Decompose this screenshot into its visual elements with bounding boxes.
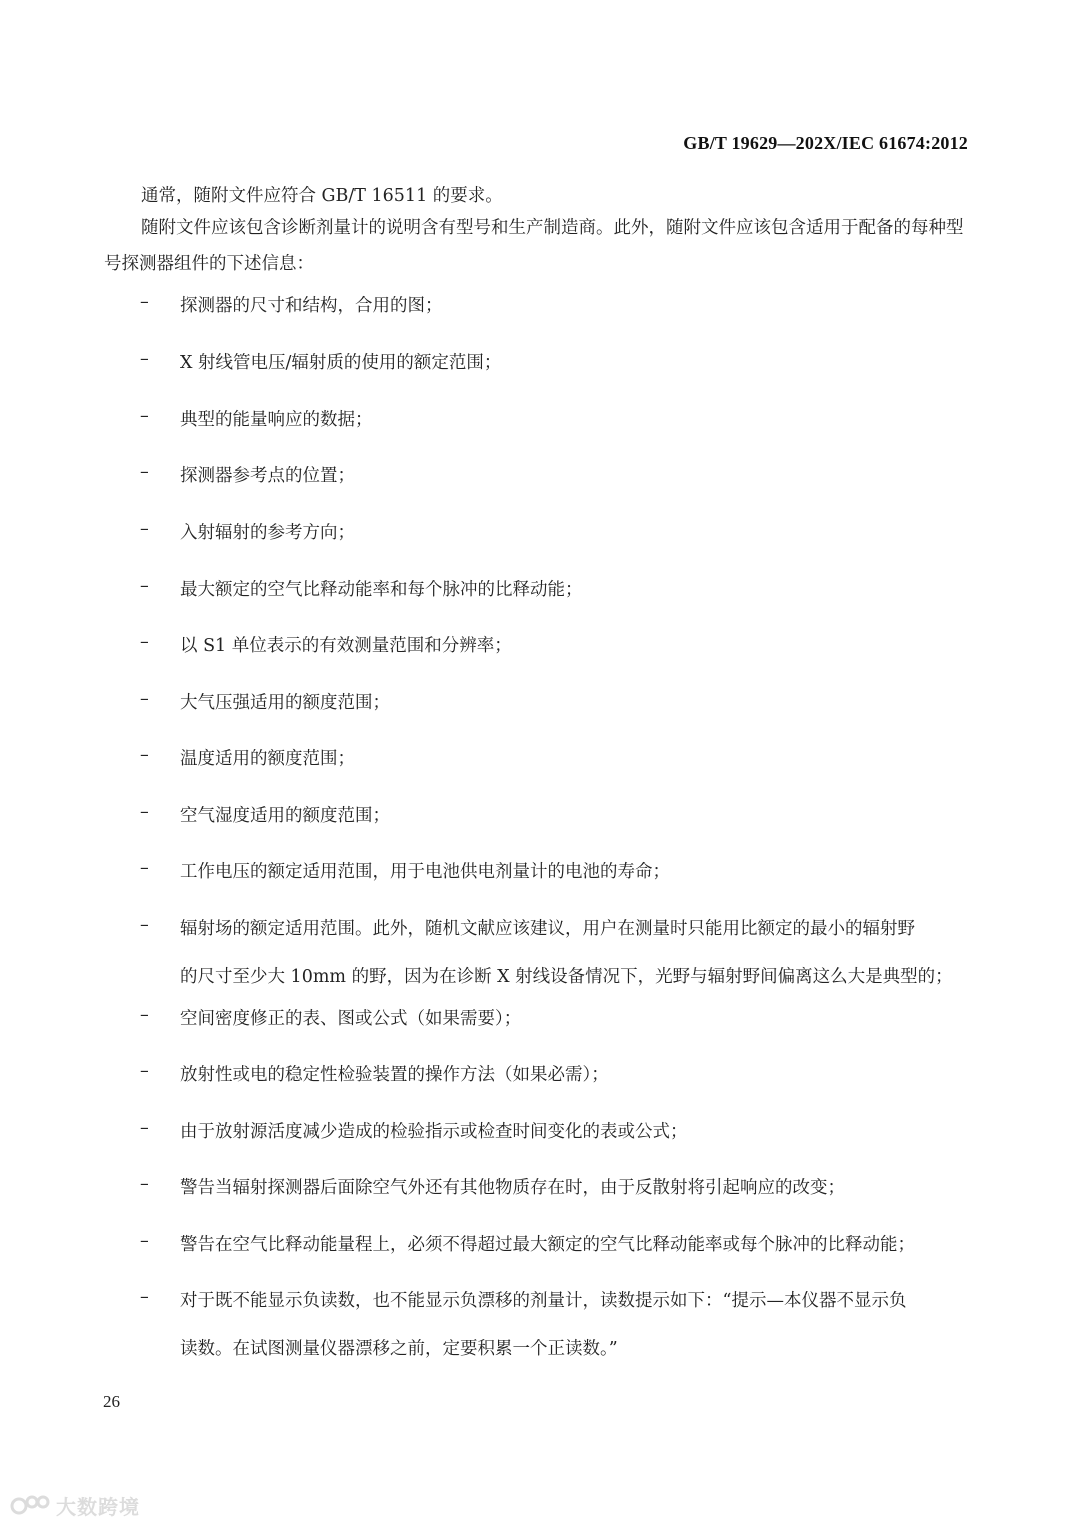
bullet-dash: –	[140, 292, 149, 312]
list-item-line: 温度适用的额度范围；	[180, 749, 355, 769]
bullet-dash: –	[140, 915, 149, 935]
list-item-text	[180, 1005, 980, 1030]
list-item-line: 最大额定的空气比释动能率和每个脉冲的比释动能；	[180, 580, 583, 600]
bullet-dash: –	[140, 858, 149, 878]
list-item-text	[180, 462, 980, 487]
list-item-line: 放射性或电的稳定性检验装置的操作方法（如果必需）；	[180, 1065, 609, 1085]
watermark-text: 大数跨境	[56, 1495, 140, 1519]
bullet-dash: –	[140, 1174, 149, 1194]
list-item-line: 入射辐射的参考方向；	[180, 523, 355, 543]
bullet-dash: –	[140, 689, 149, 709]
bullet-dash: –	[140, 1005, 149, 1025]
list-item-text	[180, 689, 980, 714]
list-item-text	[180, 576, 980, 601]
intro-paragraph-1: 通常，随附文件应符合 GB/T 16511 的要求。	[141, 186, 503, 206]
bullet-dash: –	[140, 1118, 149, 1138]
list-item-text	[180, 406, 980, 431]
list-item-line: 大气压强适用的额度范围；	[180, 693, 390, 713]
bullet-dash: –	[140, 632, 149, 652]
list-item-text	[180, 745, 980, 770]
list-item-text	[180, 1118, 980, 1143]
bullet-dash: –	[140, 745, 149, 765]
bullet-dash: –	[140, 1061, 149, 1081]
bullet-dash: –	[140, 519, 149, 539]
list-item-line: 读数。在试图测量仪器漂移之前，定要积累一个正读数。”	[180, 1339, 618, 1359]
list-item-line: 典型的能量响应的数据；	[180, 410, 373, 430]
bullet-dash: –	[140, 1231, 149, 1251]
bullet-dash: –	[140, 406, 149, 426]
list-item-line: 警告当辐射探测器后面除空气外还有其他物质存在时，由于反散射将引起响应的改变；	[180, 1178, 845, 1198]
list-item-text	[180, 519, 980, 544]
bullet-dash: –	[140, 1287, 149, 1307]
list-item-line: 空间密度修正的表、图或公式（如果需要）；	[180, 1009, 522, 1029]
list-item-text	[180, 349, 980, 374]
list-item-text	[180, 1231, 980, 1256]
list-item-line: 辐射场的额定适用范围。此外，随机文献应该建议，用户在测量时只能用比额定的最小的辐射野	[180, 919, 915, 939]
list-item-line: 探测器的尺寸和结构，合用的图；	[180, 296, 443, 316]
list-item-line: 的尺寸至少大 10mm 的野，因为在诊断 X 射线设备情况下，光野与辐射野间偏离这么大是典型的；	[180, 967, 953, 987]
list-item-text	[180, 292, 980, 317]
list-item-text	[180, 632, 980, 657]
list-item-line: 警告在空气比释动能量程上，必须不得超过最大额定的空气比释动能率或每个脉冲的比释动能；	[180, 1235, 915, 1255]
list-item-text	[180, 1287, 980, 1360]
list-item-text	[180, 1174, 980, 1199]
list-item-text	[180, 1061, 980, 1086]
list-item-line: 探测器参考点的位置；	[180, 466, 355, 486]
bullet-dash: –	[140, 576, 149, 596]
list-item-text	[180, 858, 980, 883]
list-item-line: 空气湿度适用的额度范围；	[180, 806, 390, 826]
list-item-line: 工作电压的额定适用范围，用于电池供电剂量计的电池的寿命；	[180, 862, 670, 882]
list-item-line: 对于既不能显示负读数，也不能显示负漂移的剂量计，读数提示如下：“提示—本仪器不显示负	[180, 1291, 907, 1311]
watermark-logo-icon	[10, 1493, 50, 1519]
watermark	[10, 1491, 140, 1520]
list-item-text	[180, 802, 980, 827]
standard-code-header: GB/T 19629—202X/IEC 61674:2012	[683, 133, 968, 153]
list-item-text	[180, 915, 980, 988]
list-item-line: X 射线管电压/辐射质的使用的额定范围；	[180, 353, 502, 373]
bullet-dash: –	[140, 349, 149, 369]
bullet-dash: –	[140, 802, 149, 822]
intro-paragraph-2: 随附文件应该包含诊断剂量计的说明含有型号和生产制造商。此外，随附文件应该包含适用于配备的每种型号探测器组件的下述信息：	[104, 218, 964, 274]
page-number: 26	[103, 1392, 120, 1411]
list-item-line: 由于放射源活度减少造成的检验指示或检查时间变化的表或公式；	[180, 1122, 688, 1142]
bullet-dash: –	[140, 462, 149, 482]
list-item-line: 以 S1 单位表示的有效测量范围和分辨率；	[180, 636, 512, 656]
